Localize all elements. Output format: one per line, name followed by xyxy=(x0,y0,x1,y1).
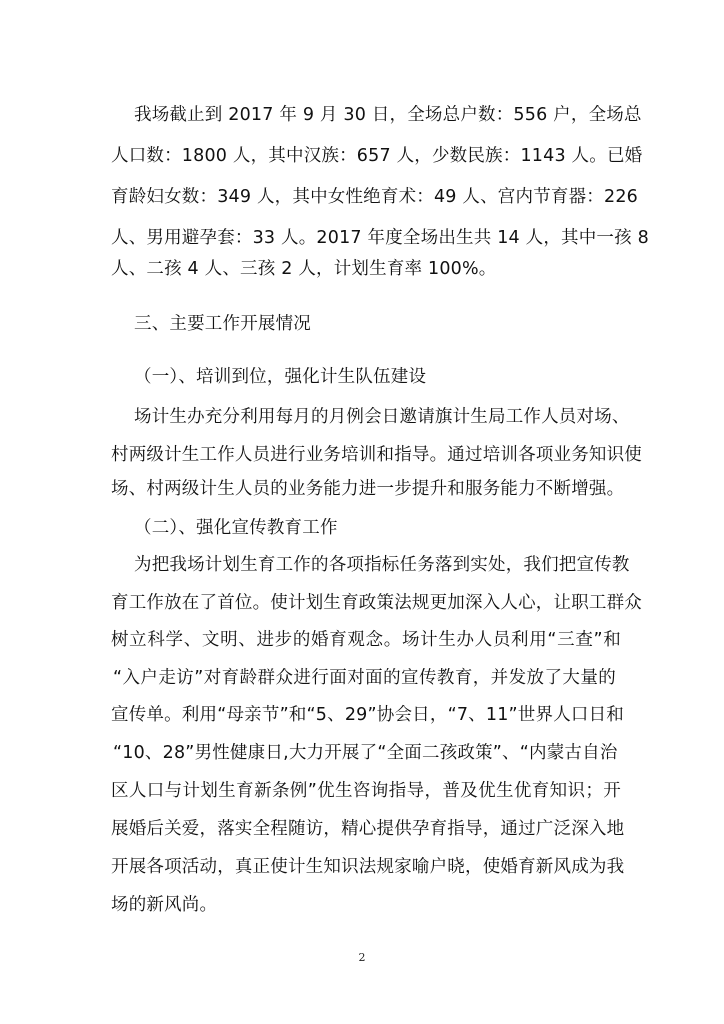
section-heading: 三、主要工作开展情况 xyxy=(134,314,311,334)
paragraph-line: 为把我场计划生育工作的各项指标任务落到实处，我们把宣传教 xyxy=(134,555,630,575)
paragraph-line: “10、28”男性健康日,大力开展了“全面二孩政策”、“内蒙古自治 xyxy=(113,743,618,763)
subsection-heading: （二）、强化宣传教育工作 xyxy=(134,518,338,538)
subsection-heading: （一）、培训到位，强化计生队伍建设 xyxy=(134,367,427,387)
paragraph-line: 村两级计生工作人员进行业务培训和指导。通过培训各项业务知识使 xyxy=(111,445,642,465)
paragraph-line: 宣传单。利用“母亲节”和“5、29”协会日，“7、11”世界人口日和 xyxy=(111,705,624,725)
page-number: 2 xyxy=(358,951,366,964)
paragraph-line: 育龄妇女数：349 人，其中女性绝育术：49 人、宫内节育器：226 xyxy=(111,187,638,207)
paragraph-line: 开展各项活动，真正使计生知识法规家喻户晓，使婚育新风成为我 xyxy=(111,857,625,877)
paragraph-line: 区人口与计划生育新条例”优生咨询指导，普及优生优育知识；开 xyxy=(111,781,621,801)
paragraph-line: 育工作放在了首位。使计划生育政策法规更加深入人心，让职工群众 xyxy=(111,593,642,613)
paragraph-line: 人、二孩 4 人、三孩 2 人，计划生育率 100%。 xyxy=(111,259,497,279)
paragraph-line: 场、村两级计生人员的业务能力进一步提升和服务能力不断增强。 xyxy=(111,479,625,499)
paragraph-line: 我场截止到 2017 年 9 月 30 日，全场总户数：556 户，全场总 xyxy=(134,105,642,125)
paragraph-line: 树立科学、文明、进步的婚育观念。场计生办人员利用“三查”和 xyxy=(111,630,621,650)
paragraph-line: “入户走访”对育龄群众进行面对面的宣传教育，并发放了大量的 xyxy=(113,668,616,688)
paragraph-line: 场的新风尚。 xyxy=(111,895,218,915)
paragraph-line: 展婚后关爱，落实全程随访，精心提供孕育指导，通过广泛深入地 xyxy=(111,819,625,839)
paragraph-line: 场计生办充分利用每月的月例会日邀请旗计生局工作人员对场、 xyxy=(134,407,630,427)
paragraph-line: 人、男用避孕套：33 人。2017 年度全场出生共 14 人，其中一孩 8 xyxy=(111,228,649,248)
paragraph-line: 人口数：1800 人，其中汉族：657 人，少数民族：1143 人。已婚 xyxy=(111,146,643,166)
